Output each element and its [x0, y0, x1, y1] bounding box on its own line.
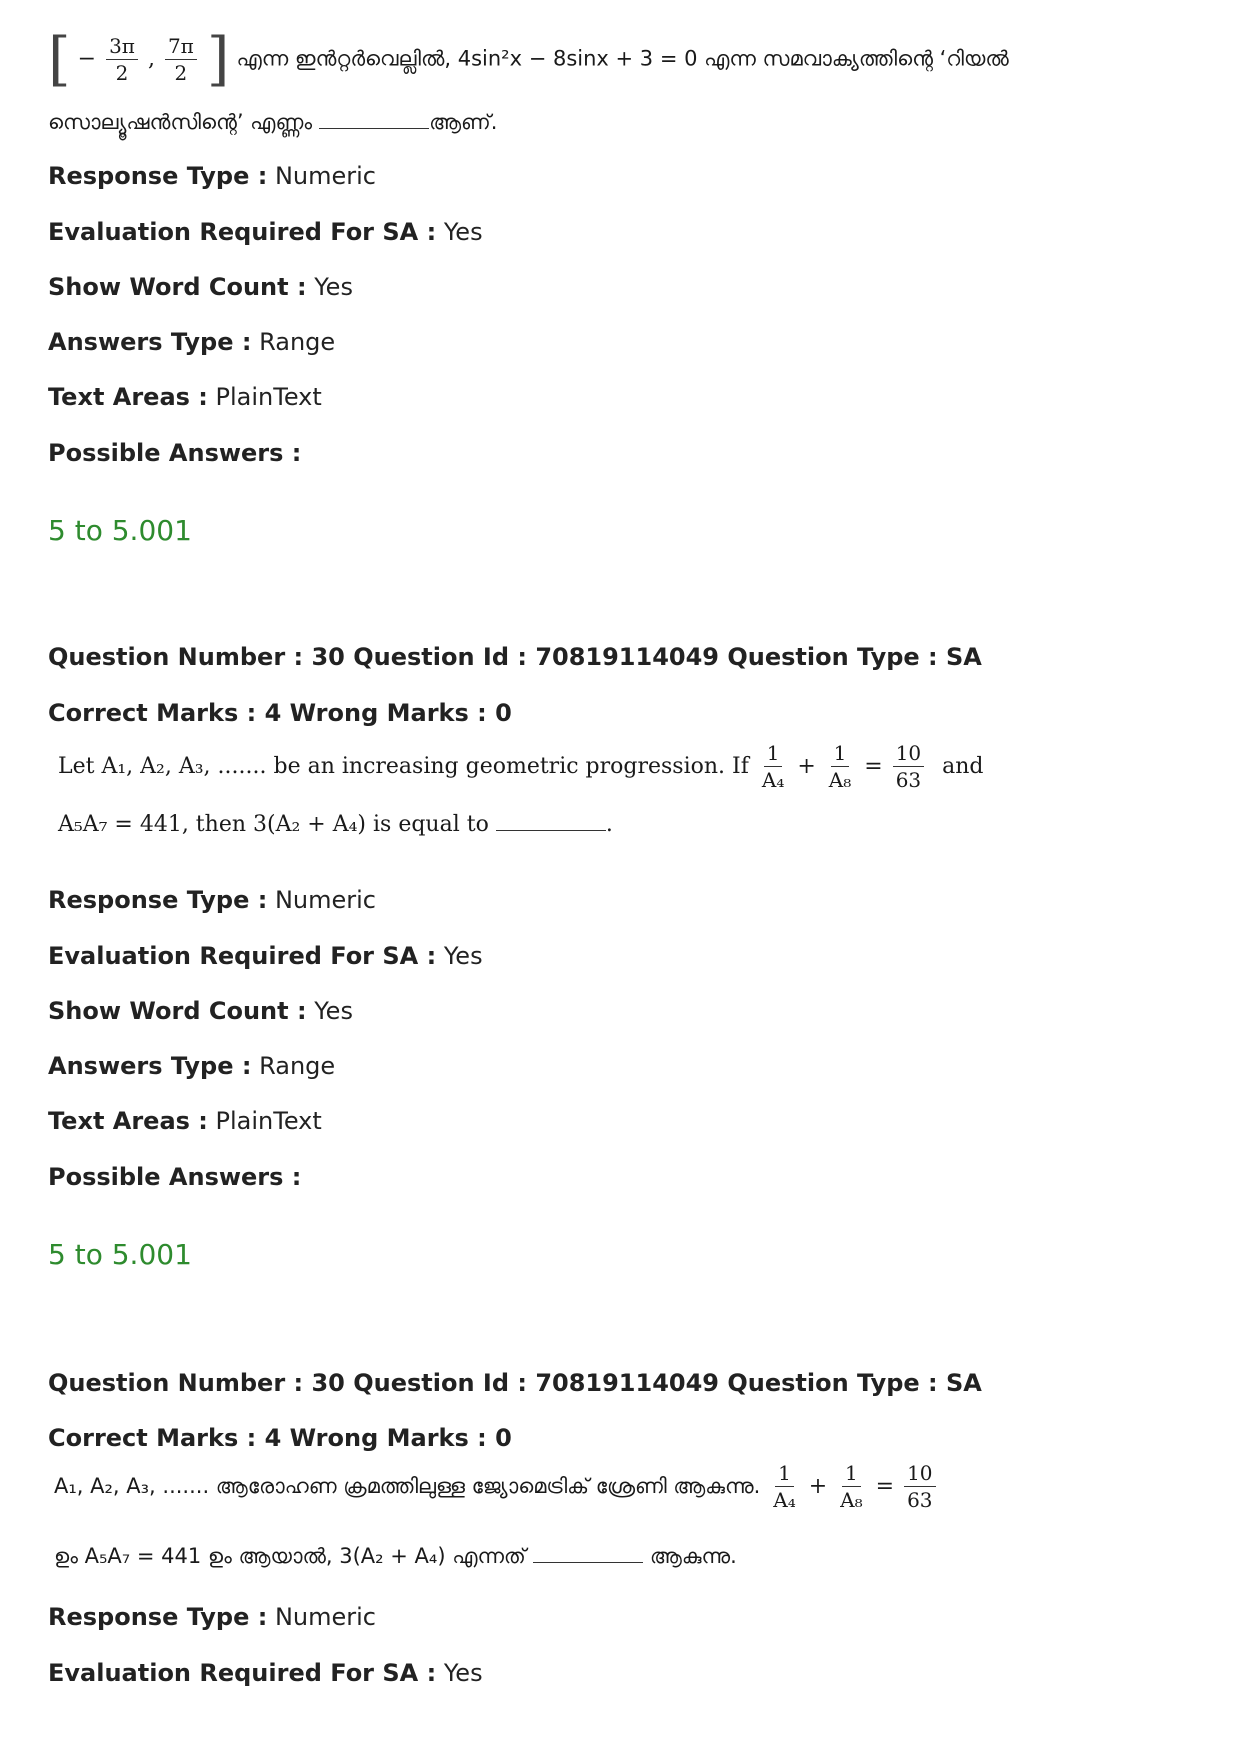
response-type-field: Response Type : Numeric [48, 886, 376, 914]
q29-fraction-lower: $\frac{3\pi}{2}$ [106, 33, 138, 86]
answer-blank [319, 111, 429, 129]
show-word-count-field: Show Word Count : Yes [48, 273, 353, 301]
evaluation-required-field: Evaluation Required For SA : Yes [48, 218, 483, 246]
q29-possible-answer: 5 to 5.001 [48, 514, 192, 547]
q30-ml-fields [48, 1600, 1192, 1690]
q30-ml-question-line-1: A₁, A₂, A₃, ....... ആരോഹണ ക്രമത്തിലുള്ള ജ്യോമെട്രിക് ശ്രേണി ആകുന്നു. $\frac{1}{\text{A₄}}$ + $\frac{1}{\text{A₈}}$ = $\frac{10}{63}$ [54, 1460, 939, 1513]
q30-en-fields [48, 883, 1192, 1194]
text-areas-field: Text Areas : PlainText [48, 383, 322, 411]
response-type-field: Response Type : Numeric [48, 1603, 376, 1631]
evaluation-required-field: Evaluation Required For SA : Yes [48, 1659, 483, 1687]
answer-blank [533, 1545, 643, 1563]
q29-fields [48, 159, 1192, 470]
evaluation-required-field: Evaluation Required For SA : Yes [48, 942, 483, 970]
answers-type-field: Answers Type : Range [48, 328, 336, 356]
response-type-field: Response Type : Numeric [48, 162, 376, 190]
q30-en-question-line-1: Let A₁, A₂, A₃, ....... be an increasing geometric progression. If $\frac{1}{\text{A₄}}$ + $\frac{1}{\text{A₈}}$ = $\frac{10}{63}$ and [58, 741, 984, 792]
q30-ml-question-line-2: ഉം A₅A₇ = 441 ഉം ആയാൽ, 3(A₂ + A₄) എന്നത് ആകുന്നു. [54, 1544, 737, 1568]
q29-question-line-2: സൊല്യൂഷൻസിന്റെ’ എണ്ണം ആണ്. [48, 110, 498, 134]
answer-blank [496, 813, 606, 831]
q29-question-line-1: [ − $\frac{3\pi}{2}$ , $\frac{7\pi}{2}$ ] എന്ന ഇൻറ്റർവെല്ലിൽ, 4sin²x − 8sinx + 3 = 0 എന്ന സമവാക്യത്തിന്റെ ‘റിയൽ [48, 25, 1009, 93]
text-areas-field: Text Areas : PlainText [48, 1107, 322, 1135]
q30-en-marks: Correct Marks : 4 Wrong Marks : 0 [48, 699, 512, 727]
q30-en-possible-answer: 5 to 5.001 [48, 1238, 192, 1271]
q30-ml-question-header: Question Number : 30 Question Id : 70819114049 Question Type : SA [48, 1369, 982, 1397]
q30-ml-marks: Correct Marks : 4 Wrong Marks : 0 [48, 1424, 512, 1452]
q30-en-question-line-2: A₅A₇ = 441, then 3(A₂ + A₄) is equal to . [58, 812, 613, 837]
q30-en-question-image [58, 740, 984, 860]
q30-en-question-header: Question Number : 30 Question Id : 70819114049 Question Type : SA [48, 643, 982, 671]
q30-ml-question-image [54, 1460, 954, 1590]
q29-question-image [48, 25, 1009, 150]
possible-answers-label: Possible Answers : [48, 1163, 302, 1191]
answers-type-field: Answers Type : Range [48, 1052, 336, 1080]
q29-fraction-upper: $\frac{7\pi}{2}$ [165, 33, 197, 86]
possible-answers-label: Possible Answers : [48, 439, 302, 467]
show-word-count-field: Show Word Count : Yes [48, 997, 353, 1025]
q29-question-text: എന്ന ഇൻറ്റർവെല്ലിൽ, 4sin²x − 8sinx + 3 = 0 എന്ന സമവാക്യത്തിന്റെ ‘റിയൽ [236, 46, 1009, 71]
